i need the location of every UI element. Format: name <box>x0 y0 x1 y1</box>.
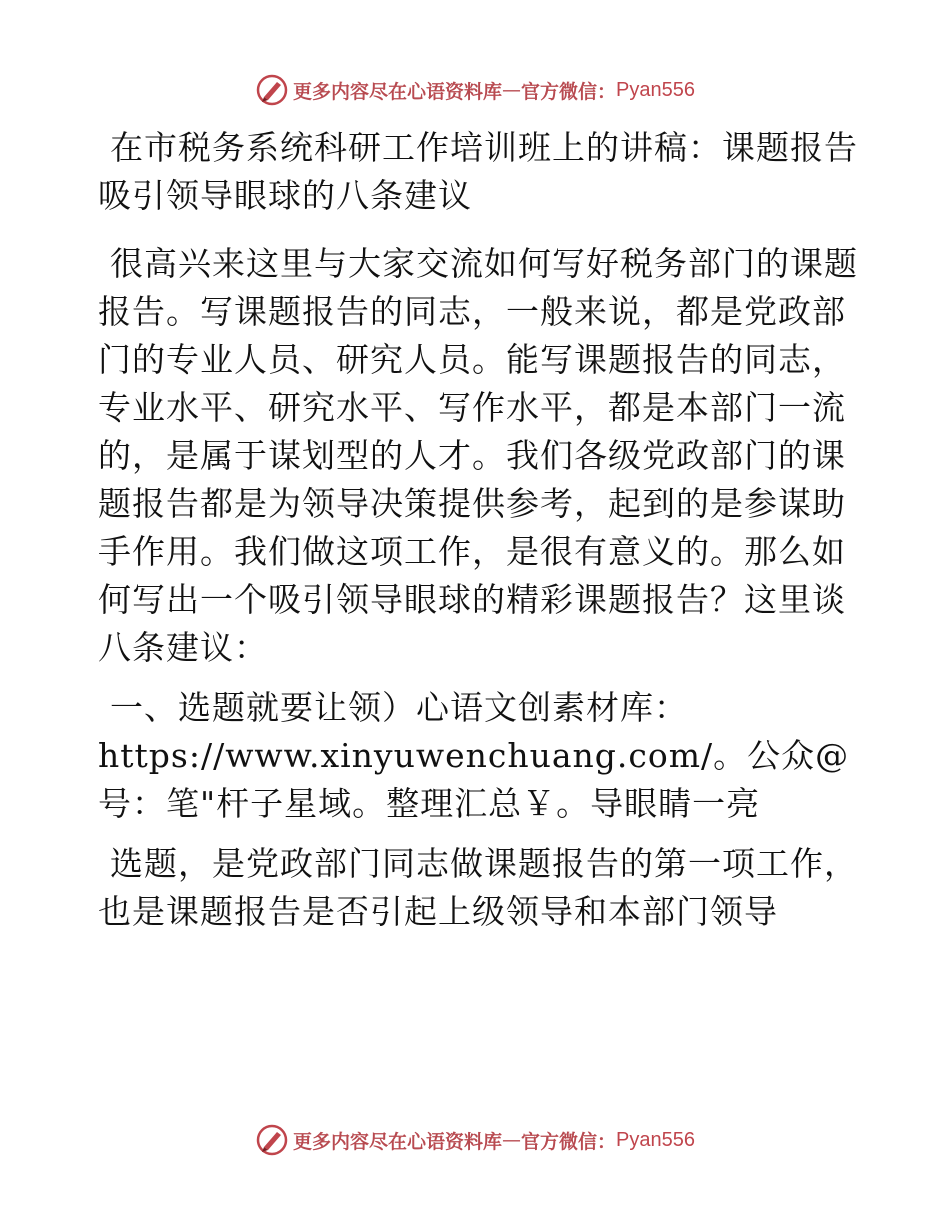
promo-text: 更多内容尽在心语资料库 <box>293 80 503 103</box>
document-body <box>98 124 858 948</box>
footer-banner <box>0 1120 950 1160</box>
pen-logo-icon <box>255 1123 289 1157</box>
separator-dash: — <box>502 1129 522 1151</box>
header-banner <box>0 70 950 110</box>
wechat-account: Pyan556 <box>616 78 695 101</box>
wechat-label: 官方微信： <box>521 80 617 103</box>
promo-text: 更多内容尽在心语资料库 <box>293 1130 503 1153</box>
document-title: 在市税务系统科研工作培训班上的讲稿：课题报告吸引领导眼球的八条建议 <box>98 128 858 215</box>
paragraph-intro: 很高兴来这里与大家交流如何写好税务部门的课题报告。写课题报告的同志，一般来说，都是党政部门的专业人员、研究人员。能写课题报告的同志，专业水平、研究水平、写作水平，都是本部门一流的，是属于谋划型的人才。我们各级党政部门的课题报告都是为领导决策提供参考，起到的是参谋助手作用。我们做这项工作，是很有意义的。那么如何写出一个吸引领导眼球的精彩课题报告？这里谈八条建议： <box>98 244 858 667</box>
pen-logo-icon <box>255 73 289 107</box>
wechat-label: 官方微信： <box>521 1130 617 1153</box>
paragraph-topic-selection: 选题，是党政部门同志做课题报告的第一项工作，也是课题报告是否引起上级领导和本部门领导 <box>98 844 858 931</box>
paragraph-heading-one: 一、选题就要让领）心语文创素材库：https://www.xinyuwenchuang.com/。公众@号：笔"杆子星域。整理汇总￥。导眼睛一亮 <box>98 688 850 823</box>
separator-dash: — <box>502 79 522 101</box>
wechat-account: Pyan556 <box>616 1128 695 1151</box>
